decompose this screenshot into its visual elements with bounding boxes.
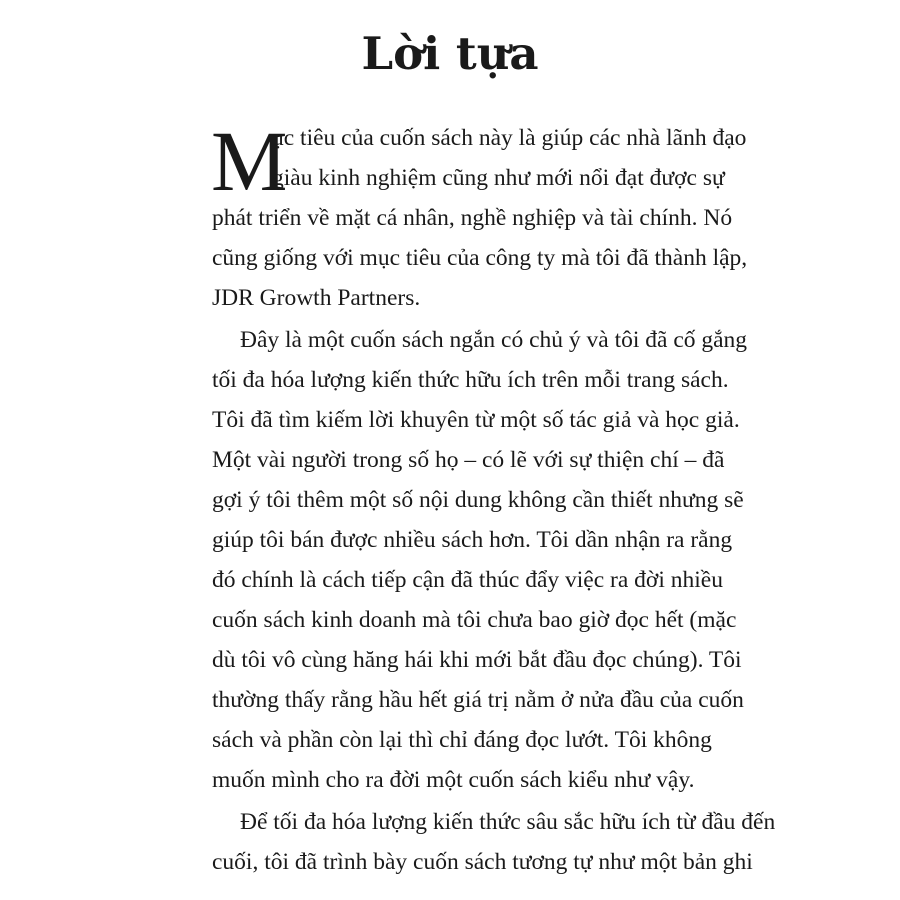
paragraph-2-line-10: thường thấy rằng hầu hết giá trị nằm ở nửa đầu của cuốn <box>212 687 744 713</box>
paragraph-2-line-12: muốn mình cho ra đời một cuốn sách kiểu như vậy. <box>212 767 695 793</box>
paragraph-1-line-2: giàu kinh nghiệm cũng như mới nổi đạt được sự <box>272 165 725 191</box>
paragraph-2-line-1: Đây là một cuốn sách ngắn có chủ ý và tôi đã cố gắng <box>240 327 748 353</box>
page-title: Lời tựa <box>361 27 539 80</box>
paragraph-2-line-4: Một vài người trong số họ – có lẽ với sự thiện chí – đã <box>212 447 725 473</box>
paragraph-2-line-11: sách và phần còn lại thì chỉ đáng đọc lướt. Tôi không <box>212 727 712 753</box>
paragraph-3-line-2: cuối, tôi đã trình bày cuốn sách tương tự như một bản ghi <box>212 849 753 875</box>
paragraph-1-line-4: cũng giống với mục tiêu của công ty mà tôi đã thành lập, <box>212 245 748 271</box>
paragraph-2-line-3: Tôi đã tìm kiếm lời khuyên từ một số tác giả và học giả. <box>212 407 740 433</box>
paragraph-2-line-5: gợi ý tôi thêm một số nội dung không cần thiết nhưng sẽ <box>212 487 744 513</box>
paragraph-2-line-9: dù tôi vô cùng hăng hái khi mới bắt đầu đọc chúng). Tôi <box>212 647 742 673</box>
paragraph-2-line-6: giúp tôi bán được nhiều sách hơn. Tôi dần nhận ra rằng <box>212 527 733 553</box>
paragraph-1-line-5: JDR Growth Partners. <box>212 285 421 311</box>
paragraph-1-line-1: ục tiêu của cuốn sách này là giúp các nhà lãnh đạo <box>272 125 747 151</box>
drop-cap-letter: M <box>211 113 288 209</box>
paragraph-2-line-7: đó chính là cách tiếp cận đã thúc đẩy việc ra đời nhiều <box>212 567 723 593</box>
paragraph-2-line-8: cuốn sách kinh doanh mà tôi chưa bao giờ đọc hết (mặc <box>212 607 737 633</box>
paragraph-2-line-2: tối đa hóa lượng kiến thức hữu ích trên mỗi trang sách. <box>212 367 729 393</box>
paragraph-3-line-1: Để tối đa hóa lượng kiến thức sâu sắc hữu ích từ đầu đến <box>240 809 776 835</box>
paragraph-1-line-3: phát triển về mặt cá nhân, nghề nghiệp và tài chính. Nó <box>212 205 733 231</box>
